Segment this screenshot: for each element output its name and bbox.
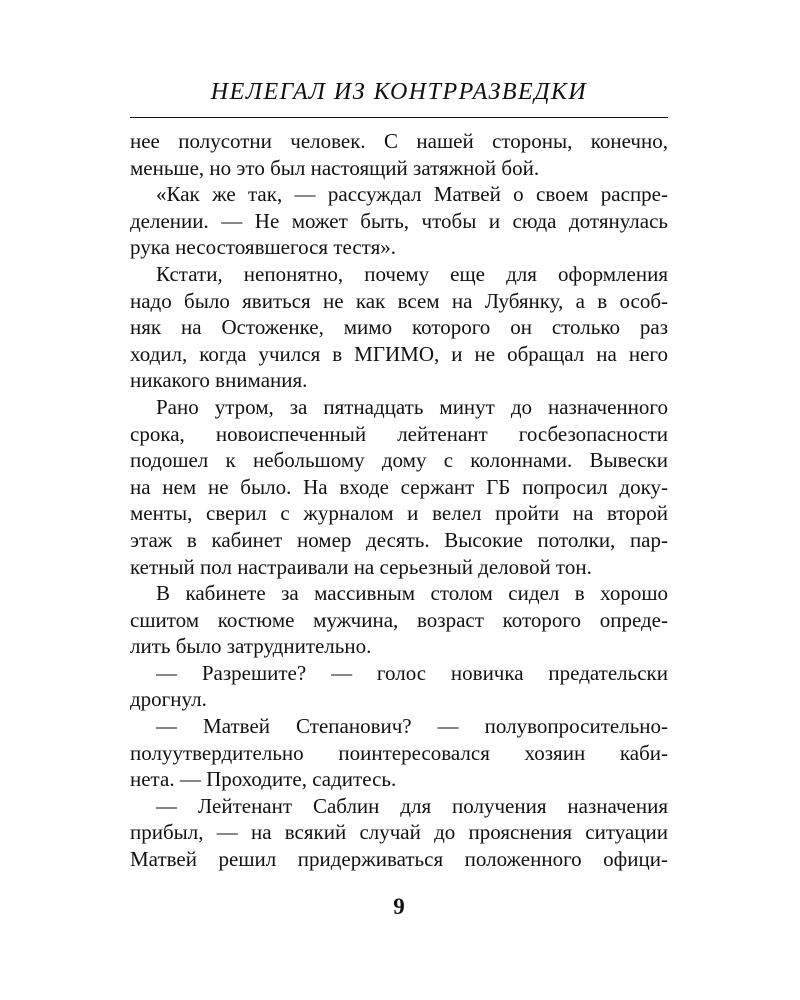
running-header: НЕЛЕГАЛ ИЗ КОНТРРАЗВЕДКИ (210, 79, 588, 105)
paragraph (130, 367, 668, 394)
text-line: — Разрешите? — голос новичка предательски (156, 660, 668, 685)
text-line: срока, новоиспеченный лейтенант госбезопасности (130, 421, 668, 446)
text-line: — Лейтенант Саблин для получения назначения (156, 793, 668, 818)
text-line: меньше, но это был настоящий затяжной бой. (130, 155, 540, 180)
paragraph (130, 234, 668, 261)
text-line: Рано утром, за пятнадцать минут до назначенного (156, 394, 668, 419)
text-line: дрогнул. (130, 687, 207, 712)
header-rule (130, 117, 668, 118)
paragraph (130, 341, 668, 368)
page-number: 9 (393, 894, 405, 919)
paragraph (130, 766, 668, 793)
text-line: на нем не было. На входе сержант ГБ попросил доку- (130, 474, 668, 499)
text-line: подошел к небольшому дому с колоннами. Вывески (130, 448, 668, 473)
paragraph (130, 660, 668, 687)
text-line: лить было затруднительно. (130, 634, 372, 659)
paragraph (130, 633, 668, 660)
body-text (130, 128, 668, 873)
paragraph (130, 527, 668, 554)
paragraph (130, 500, 668, 527)
text-line: менты, сверил с журналом и велел пройти на второй (130, 501, 668, 526)
text-line: этаж в кабинет номер десять. Высокие потолки, пар- (130, 527, 668, 552)
text-line: ходил, когда учился в МГИМО, и не обращал на него (130, 341, 668, 366)
text-line: «Как же так, — рассуждал Матвей о своем распре- (156, 182, 668, 207)
paragraph (130, 208, 668, 235)
paragraph (130, 155, 668, 182)
paragraph (130, 580, 668, 607)
text-line: рука несостоявшегося тестя». (130, 235, 396, 260)
paragraph (130, 686, 668, 713)
text-line: В кабинете за массивным столом сидел в хорошо (156, 581, 668, 606)
paragraph (130, 607, 668, 634)
paragraph (130, 713, 668, 740)
paragraph (130, 554, 668, 581)
text-line: делении. — Не может быть, чтобы и сюда дотянулась (130, 208, 668, 233)
text-line: кетный пол настраивали на серьезный деловой тон. (130, 554, 592, 579)
paragraph (130, 288, 668, 315)
paragraph (130, 261, 668, 288)
paragraph (130, 793, 668, 820)
paragraph (130, 474, 668, 501)
text-line: Кстати, непонятно, почему еще для оформления (156, 261, 668, 286)
text-line: никакого внимания. (130, 368, 308, 393)
paragraph (130, 421, 668, 448)
text-line: нета. — Проходите, садитесь. (130, 767, 397, 792)
paragraph (130, 846, 668, 873)
text-line: полуутвердительно поинтересовался хозяин каби- (130, 740, 668, 765)
paragraph (130, 819, 668, 846)
paragraph (130, 128, 668, 155)
paragraph (130, 394, 668, 421)
paragraph (130, 740, 668, 767)
paragraph (130, 181, 668, 208)
text-line: няк на Остоженке, мимо которого он столько раз (130, 315, 668, 340)
text-line: сшитом костюме мужчина, возраст которого опреде- (130, 607, 668, 632)
paragraph (130, 314, 668, 341)
paragraph (130, 447, 668, 474)
text-line: нее полусотни человек. С нашей стороны, конечно, (130, 129, 668, 153)
text-line: прибыл, — на всякий случай до прояснения ситуации (130, 820, 668, 845)
text-line: — Матвей Степанович? — полувопросительно- (156, 714, 668, 739)
text-line: надо было явиться не как всем на Лубянку, а в особ- (130, 288, 668, 313)
text-line: Матвей решил придерживаться положенного офици- (130, 847, 668, 872)
